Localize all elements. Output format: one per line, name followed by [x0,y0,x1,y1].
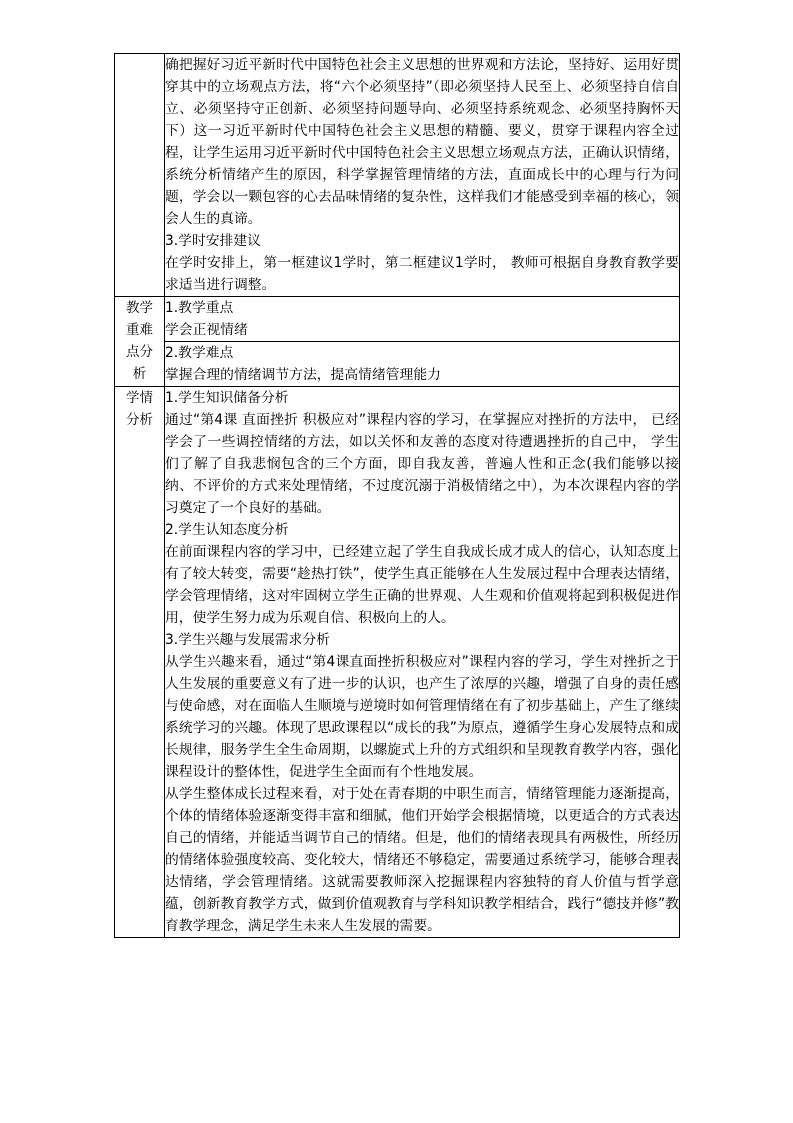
lesson-plan-table [114,53,680,938]
content-row [115,54,680,297]
keypoints-label: 教学重难点分析 [126,300,153,382]
paragraph: 通过“第4课 直面挫折 积极应对”课程内容的学习，在掌握应对挫折的方法中， 已经学会了一些调控情绪的方法，如以关怀和友善的态度对待遭遇挫折的自己中， 学生们了解了自我悲悯包含的三个方面，即自我友善，普遍人性和正念(我们能够以接纳、不评价的方式来处理情绪，不过度沉溺于消极情绪之中），为本次课程内容的学习奠定了一个良好的基础。 [165,412,679,516]
focus-title: 1.教学重点 [165,300,234,316]
keypoints-row-2 [115,342,680,387]
section-heading: 2.学生认知态度分析 [165,522,289,538]
focus-text: 学会正视情绪 [165,322,248,338]
difficulty-title: 2.教学难点 [165,345,234,361]
paragraph: 在前面课程内容的学习中，已经建立起了学生自我成长成才成人的信心，认知态度上有了较大转变，需要“趁热打铁”，使学生真正能够在人生发展过程中合理表达情绪，学会管理情绪，这对牢固树立学生正确的世界观、人生观和价值观将起到积极促进作用，使学生努力成为乐观自信、积极向上的人。 [165,544,679,626]
section-heading: 3.学时安排建议 [165,233,261,249]
analysis-row [115,387,680,938]
analysis-label-cell [115,387,165,938]
section-heading: 1.学生知识储备分析 [165,390,289,406]
focus-cell [165,297,680,342]
section-heading: 3.学生兴趣与发展需求分析 [165,632,330,648]
analysis-cell [165,387,680,938]
difficulty-text: 掌握合理的情绪调节方法，提高情绪管理能力 [165,367,441,383]
paragraph: 从学生整体成长过程来看，对于处在青春期的中职生而言，情绪管理能力逐渐提高，个体的情绪体验逐渐变得丰富和细腻，他们开始学会根据情境，以更适合的方式表达自己的情绪，并能适当调节自己的情绪。但是，他们的情绪表现具有两极性，所经历的情绪体验强度较高、变化较大，情绪还不够稳定，需要通过系统学习，能够合理表达情绪，学会管理情绪。这就需要教师深入挖掘课程内容独特的育人价值与哲学意蕴，创新教育教学方式，做到价值观教育与学科知识教学相结合，践行“德技并修”教育教学理念，满足学生未来人生发展的需要。 [165,786,679,934]
keypoints-label-cell [115,297,165,387]
keypoints-row-1 [115,297,680,342]
analysis-label: 学情分析 [126,390,153,428]
paragraph: 在学时安排上，第一框建议1学时，第二框建议1学时， 教师可根据自身教育教学要求适当进行调整。 [165,255,679,293]
paragraph: 确把握好习近平新时代中国特色社会主义思想的世界观和方法论，坚持好、运用好贯穿其中的立场观点方法，将“六个必须坚持”（即必须坚持人民至上、必须坚持自信自立、必须坚持守正创新、必须坚持问题导向、必须坚持系统观念、必须坚持胸怀天下）这一习近平新时代中国特色社会主义思想的精髓、要义，贯穿于课程内容全过程，让学生运用习近平新时代中国特色社会主义思想立场观点方法，正确认识情绪， 系统分析情绪产生的原因，科学掌握管理情绪的方法，直面成长中的心理与行为问题，学会以一颗包容的心去品味情绪的复杂性，这样我们才能感受到幸福的核心，领会人生的真谛。 [165,57,679,227]
difficulty-cell [165,342,680,387]
empty-label-cell [115,54,165,297]
content-cell [165,54,680,297]
paragraph: 从学生兴趣来看，通过“第4课直面挫折积极应对”课程内容的学习，学生对挫折之于人生发展的重要意义有了进一步的认识，也产生了浓厚的兴趣，增强了自身的责任感与使命感，对在面临人生顺境与逆境时如何管理情绪在有了初步基础上，产生了继续系统学习的兴趣。体现了思政课程以“成长的我”为原点，遵循学生身心发展特点和成长规律，服务学生全生命周期，以螺旋式上升的方式组织和呈现教育教学内容，强化课程设计的整体性，促进学生全面而有个性地发展。 [165,654,679,780]
